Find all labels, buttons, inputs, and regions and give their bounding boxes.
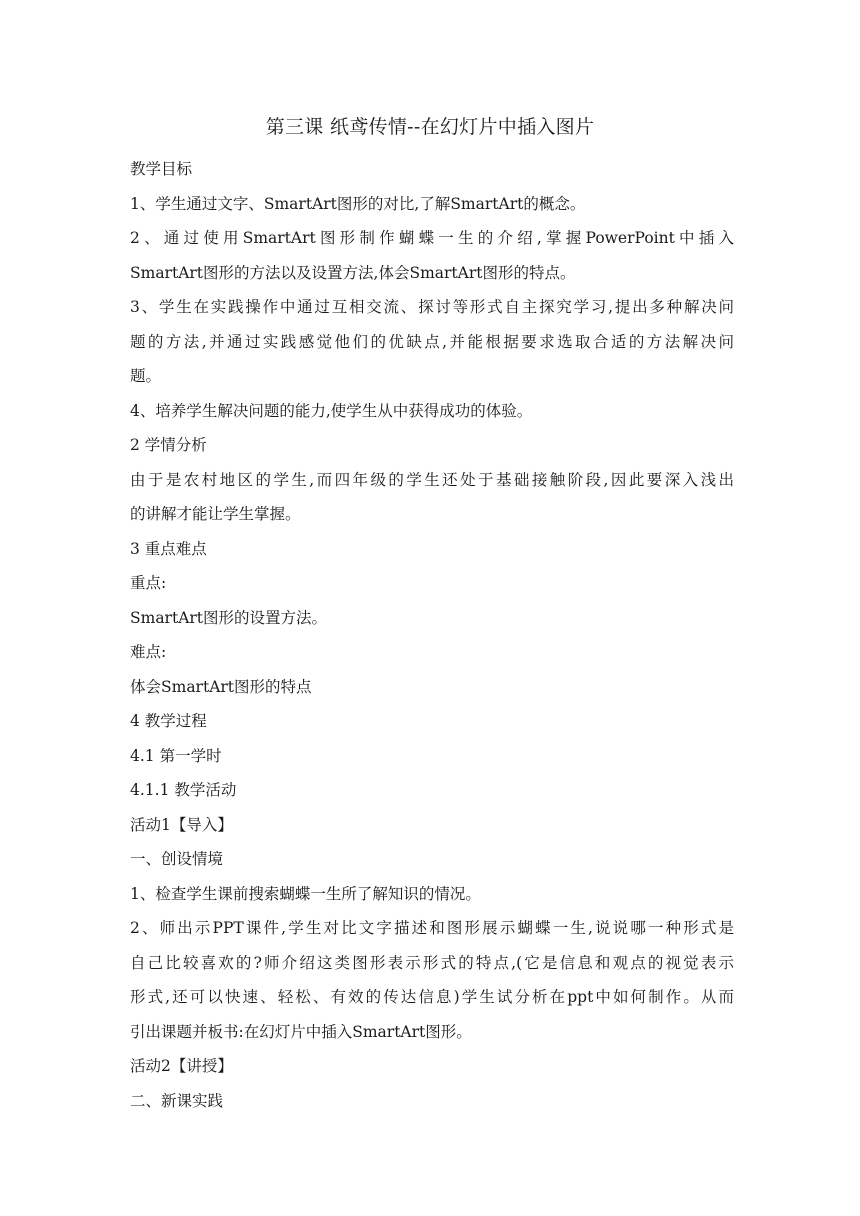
paragraph-line: 由于是农村地区的学生,而四年级的学生还处于基础接触阶段,因此要深入浅出 (130, 470, 734, 489)
paragraph-line: 一、创设情境 (130, 850, 224, 868)
subsection-heading: 4.1.1 教学活动 (130, 781, 237, 799)
paragraph-line: 形式,还可以快速、轻松、有效的传达信息)学生试分析在ppt中如何制作。从而 (130, 988, 734, 1006)
paragraph-line: 题的方法,并通过实践感觉他们的优缺点,并能根据要求选取合适的方法解决问 (130, 332, 734, 351)
paragraph-line: 的讲解才能让学生掌握。 (130, 505, 301, 523)
paragraph-line: 2、师出示PPT课件,学生对比文字描述和图形展示蝴蝶一生,说说哪一种形式是 (130, 919, 734, 937)
paragraph-line: 二、新课实践 (130, 1091, 224, 1110)
paragraph-line: 体会SmartArt图形的特点 (130, 677, 312, 696)
section-heading-process: 4 教学过程 (130, 712, 207, 730)
paragraph-line: 2、通过使用SmartArt图形制作蝴蝶一生的介绍,掌握PowerPoint中插入 (130, 229, 734, 247)
paragraph-line: SmartArt图形的设置方法。 (130, 608, 328, 627)
paragraph-line: 3、学生在实践操作中通过互相交流、探讨等形式自主探究学习,提出多种解决问 (130, 298, 734, 316)
paragraph-line: 1、检查学生课前搜索蝴蝶一生所了解知识的情况。 (130, 884, 481, 903)
section-heading-objectives: 教学目标 (130, 160, 193, 178)
paragraph-line: 题。 (130, 367, 162, 385)
paragraph-line: 自己比较喜欢的?师介绍这类图形表示形式的特点,(它是信息和观点的视觉表示 (130, 953, 734, 972)
section-heading-analysis: 2 学情分析 (130, 436, 207, 454)
paragraph-line: 难点: (130, 643, 167, 661)
document-body (130, 152, 734, 1118)
paragraph-line: 4、培养学生解决问题的能力,使学生从中获得成功的体验。 (130, 401, 533, 420)
activity-heading: 活动1【导入】 (130, 815, 233, 834)
paragraph-line: 1、学生通过文字、SmartArt图形的对比,了解SmartArt的概念。 (130, 194, 586, 213)
section-heading-key-points: 3 重点难点 (130, 539, 207, 558)
document-title: 第三课 纸鸢传情--在幻灯片中插入图片 (265, 116, 595, 138)
paragraph-line: 引出课题并板书:在幻灯片中插入SmartArt图形。 (130, 1022, 472, 1041)
subsection-heading: 4.1 第一学时 (130, 746, 222, 765)
paragraph-line: SmartArt图形的方法以及设置方法,体会SmartArt图形的特点。 (130, 263, 576, 282)
paragraph-line: 重点: (130, 574, 167, 592)
activity-heading: 活动2【讲授】 (130, 1057, 233, 1075)
